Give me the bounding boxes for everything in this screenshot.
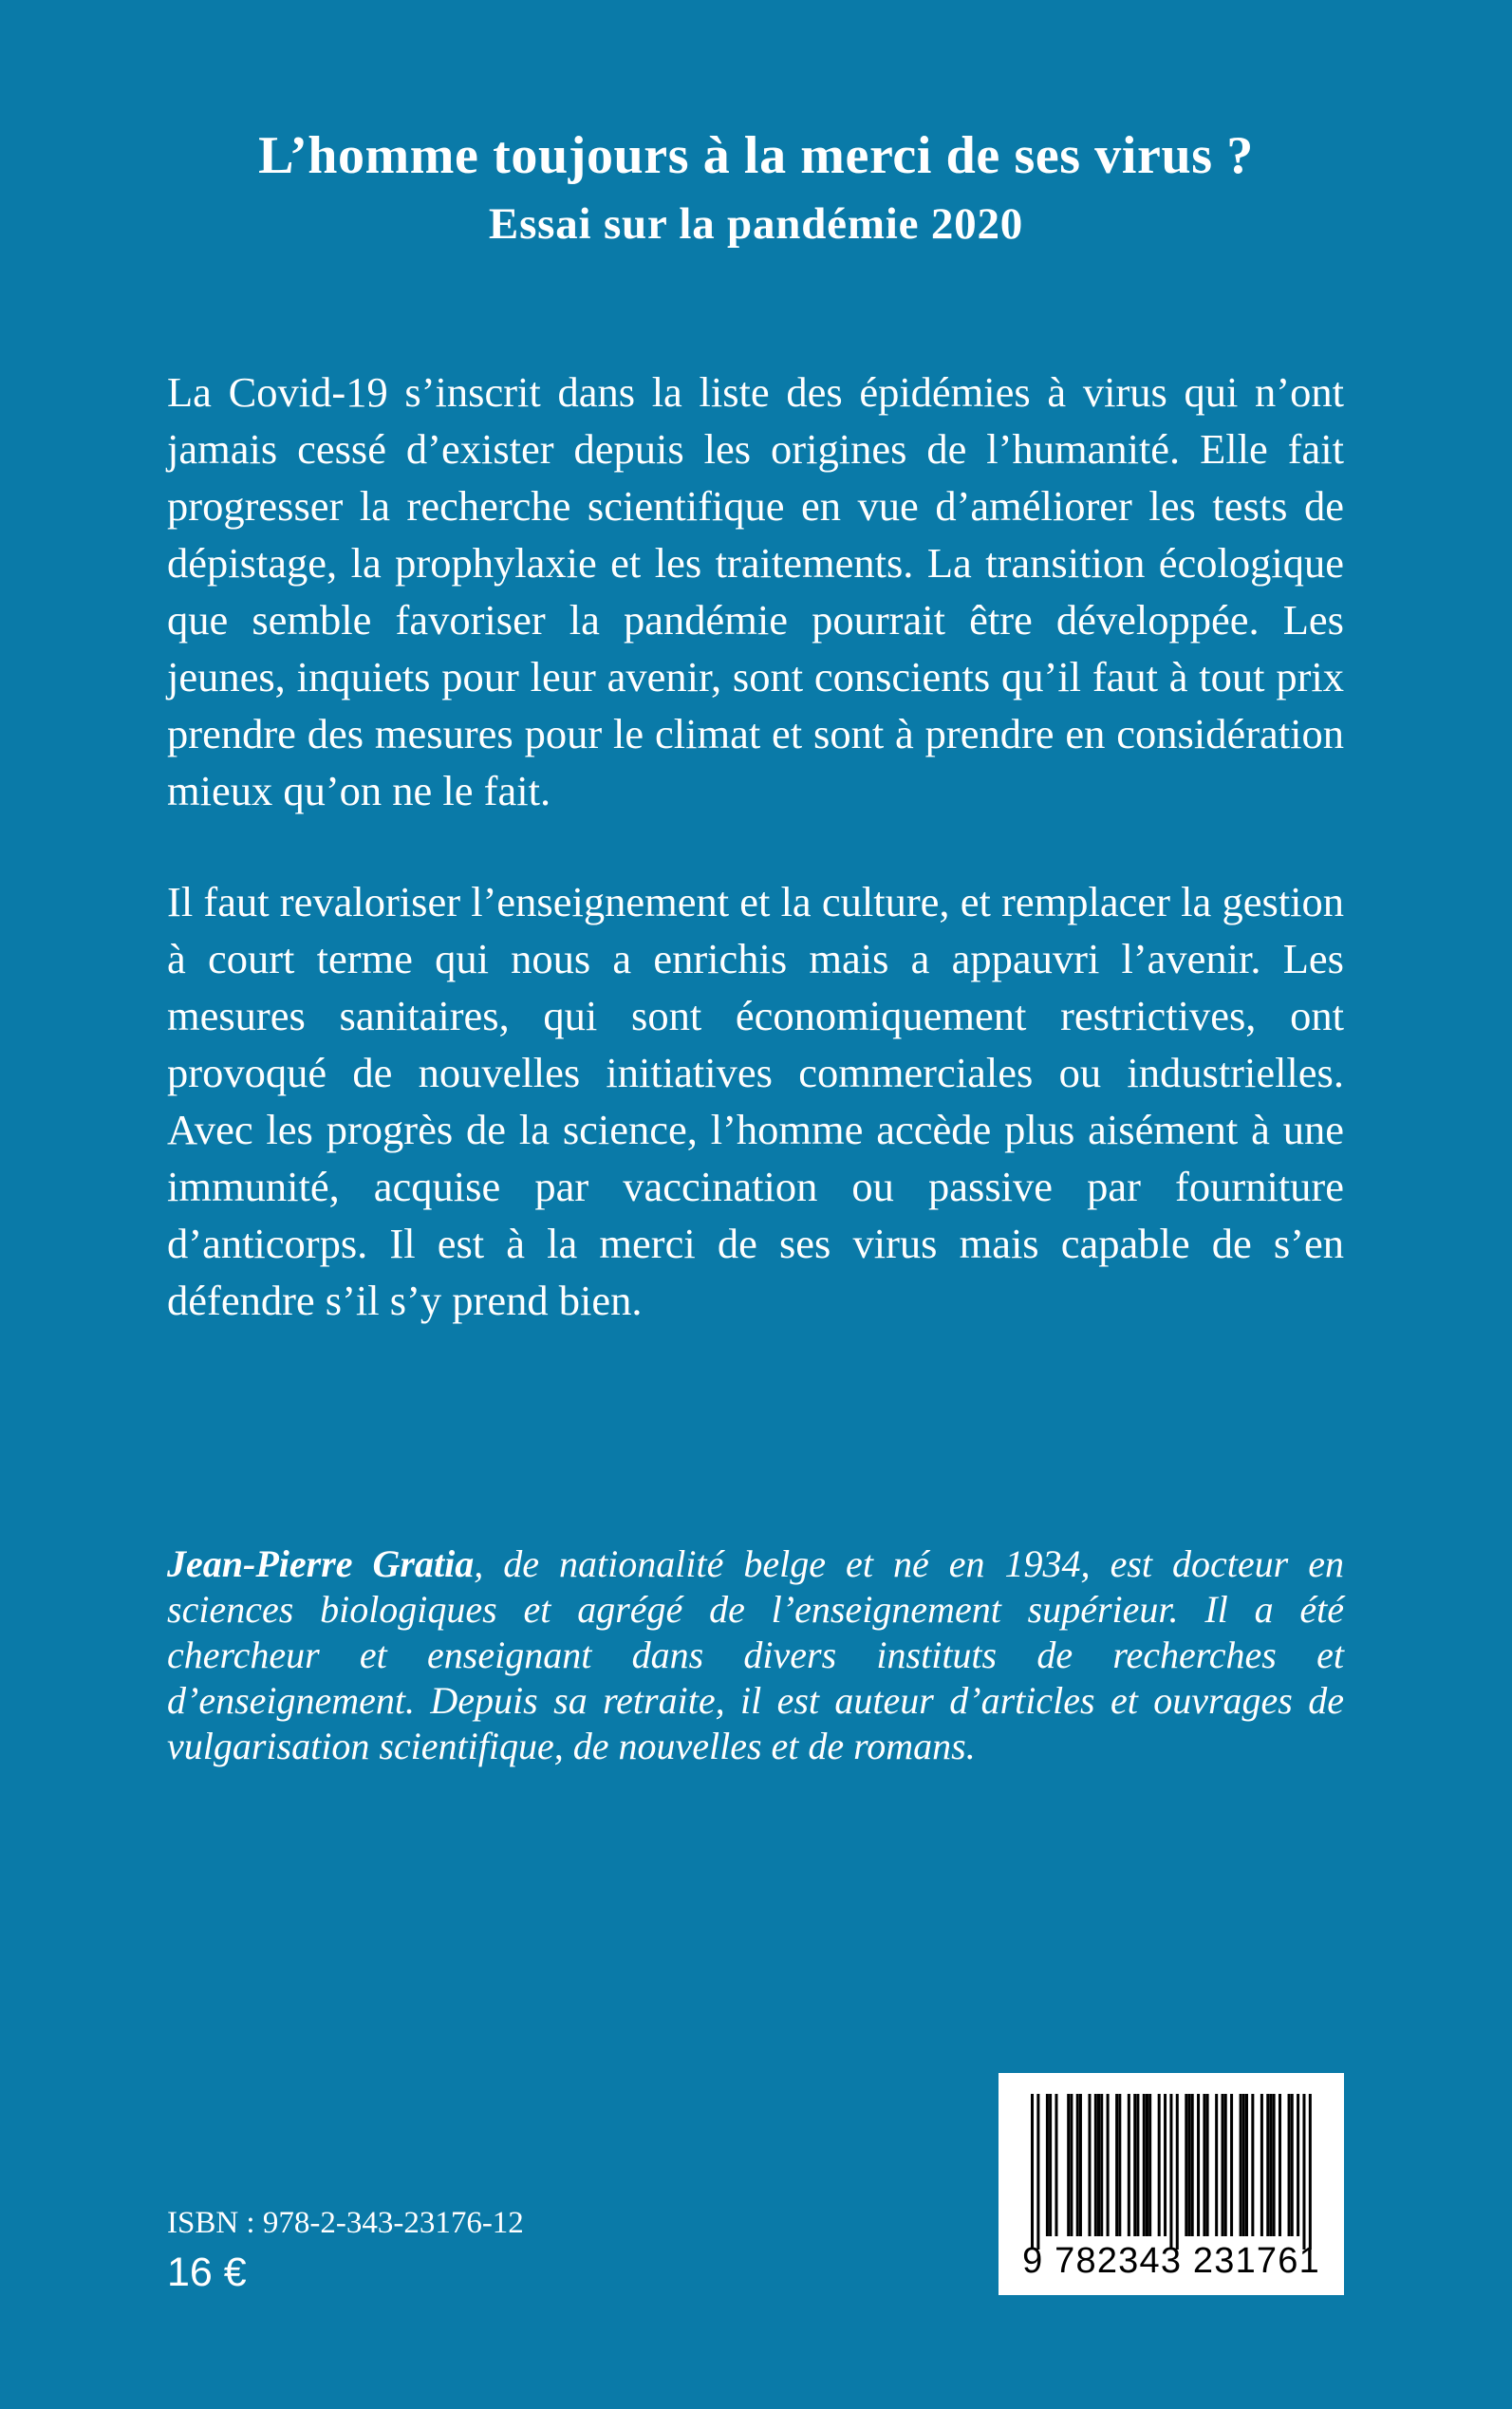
barcode-bar — [1206, 2094, 1209, 2236]
book-subtitle: Essai sur la pandémie 2020 — [488, 199, 1024, 249]
barcode-bar — [1191, 2094, 1194, 2236]
barcode-bar — [1164, 2094, 1167, 2236]
barcode-bar — [1309, 2094, 1312, 2250]
barcode-bar — [1036, 2094, 1039, 2250]
barcode-bar — [1279, 2094, 1281, 2236]
barcode-bar — [1230, 2094, 1233, 2236]
book-title: L’homme toujours à la merci de ses virus ? — [258, 126, 1254, 185]
isbn-label: ISBN : 978-2-343-23176-12 — [167, 2206, 524, 2240]
barcode-bar — [1203, 2094, 1205, 2236]
barcode-bar — [1100, 2094, 1103, 2236]
price-label: 16 € — [167, 2250, 247, 2295]
barcode-bar — [1215, 2094, 1218, 2236]
barcode-bar — [1158, 2094, 1161, 2236]
author-bio-text: , de nationalité belge et né en 1934, est docteur en sciences biologiques et agrégé de l’enseignement supérieur. Il a été chercheur et enseignant dans divers instituts de recherches et d’enseignement. Depuis sa retraite, il est auteur d’articles et ouvrages de vulgarisation scientifique, de nouvelles et de romans. — [167, 1542, 1345, 1767]
barcode-bar — [1185, 2094, 1187, 2236]
barcode-bar — [1148, 2094, 1151, 2236]
barcode-bar — [1169, 2094, 1172, 2250]
barcode-bar — [1288, 2094, 1291, 2236]
barcode-bar — [1128, 2094, 1130, 2236]
barcode-bar — [1297, 2094, 1299, 2236]
barcode-bar — [1302, 2094, 1305, 2250]
barcode-bar — [1118, 2094, 1121, 2236]
barcode-bar — [1197, 2094, 1200, 2236]
barcode-bar — [1251, 2094, 1254, 2236]
barcode-bar — [1070, 2094, 1073, 2236]
barcode-bar — [1136, 2094, 1139, 2236]
barcode-bar — [1222, 2094, 1224, 2236]
summary-paragraph-2: Il faut revaloriser l’enseignement et la culture, et remplacer la gestion à court terme qui nous a enrichis mais a appauvri l’avenir. Les mesures sanitaires, qui sont économiquement restrictives, ont provoqué de nouvelles initiatives commerciales ou industrielles. Avec les progrès de la science, l’homme accède plus aisément à une immunité, acquise par vaccination ou passive par fourniture d’anticorps. Il est à la merci de ses virus mais capable de s’en défendre s’il s’y prend bien. — [167, 878, 1344, 1324]
barcode-bar — [1245, 2094, 1248, 2236]
barcode-bar — [1176, 2094, 1179, 2250]
barcode-bar — [1088, 2094, 1091, 2236]
barcode-bar — [1273, 2094, 1276, 2236]
author-name: Jean-Pierre Gratia — [167, 1542, 475, 1585]
barcode-digits: 9 782343 231761 — [1022, 2241, 1320, 2281]
barcode-bar — [1079, 2094, 1082, 2236]
barcode-bar — [1224, 2094, 1227, 2236]
barcode-bar — [1260, 2094, 1263, 2236]
barcode — [999, 2073, 1344, 2295]
barcode-bar — [1067, 2094, 1070, 2236]
barcode-bar — [1146, 2094, 1148, 2236]
barcode-bar — [1269, 2094, 1272, 2236]
barcode-bar — [1031, 2094, 1034, 2250]
barcode-bar — [1188, 2094, 1191, 2236]
barcode-bar — [1242, 2094, 1245, 2236]
barcode-bar — [1291, 2094, 1294, 2236]
barcode-bar — [1097, 2094, 1100, 2236]
summary-paragraph-1: La Covid-19 s’inscrit dans la liste des épidémies à virus qui n’ont jamais cessé d’exister depuis les origines de l’humanité. Elle fait progresser la recherche scientifique en vue d’améliorer les tests de dépistage, la prophylaxie et les traitements. La transition écologique que semble favoriser la pandémie pourrait être développée. Les jeunes, inquiets pour leur avenir, sont conscients qu’il faut à tout prix prendre des mesures pour le climat et sont à prendre en considération mieux qu’on ne le fait. — [167, 368, 1344, 814]
barcode-bar — [1107, 2094, 1110, 2236]
barcode-bar — [1115, 2094, 1118, 2236]
barcode-bar — [1055, 2094, 1057, 2236]
barcode-bar — [1094, 2094, 1097, 2236]
barcode-bar — [1049, 2094, 1052, 2236]
barcode-bar — [1133, 2094, 1136, 2236]
barcode-bar — [1046, 2094, 1049, 2236]
barcode-bar — [1076, 2094, 1079, 2236]
author-bio — [167, 1541, 1344, 1769]
barcode-bar — [1266, 2094, 1269, 2236]
barcode-bar — [1143, 2094, 1146, 2236]
barcode-bar — [1240, 2094, 1242, 2236]
